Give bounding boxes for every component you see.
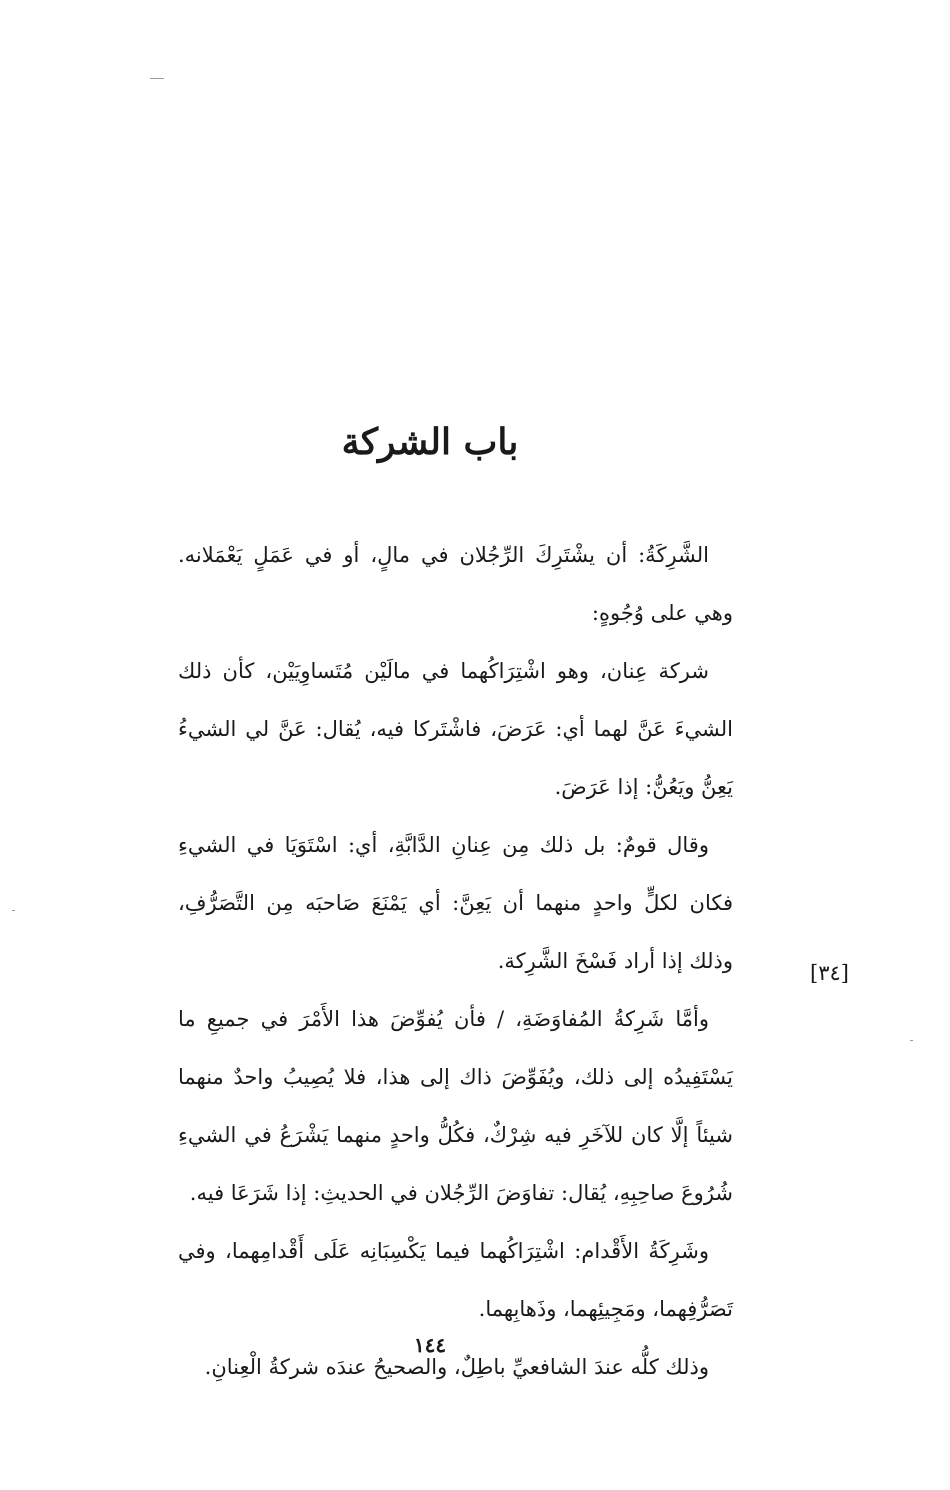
scan-speck [150,78,164,79]
manuscript-page-marker: [٣٤] [810,961,849,985]
paragraph-shafii-ruling: وذلك كلُّه عندَ الشافعيِّ باطِلٌ، والصحيحُ عندَه شركةُ الْعِنانِ. [204,1355,709,1379]
paragraph-inan: شركة عِنان، وهو اشْتِرَاكُهما في مالَيْن مُتَساوِيَيْن، كأن ذلك الشيءَ عَنَّ لهما أي: عَرَضَ، فاشْتَركا فيه، يُقال: عَنَّ لي الشيءُ يَعِنُّ ويَعُنُّ: إذا عَرَضَ. [178,659,733,799]
chapter-title: باب الشركة [341,421,519,463]
paragraph-mufawada: وأمَّا شَرِكةُ المُفاوَضَةِ، / فأن يُفوِّضَ هذا الأَمْرَ في جميعِ ما يَسْتَفِيدُه إلى ذلك، ويُفَوِّضَ ذاك إلى هذا، فلا يُصِيبُ واحدٌ منهما شيئاً إلَّا كان للآخَرِ فيه شِرْكٌ، فكُلُّ واحدٍ منهما يَشْرَعُ في الشيءِ شُرُوعَ صاحِبِهِ، يُقال: تفاوَضَ الرِّجُلان في الحديثِ: إذا شَرَعَا فيه. [178,1007,733,1205]
scan-speck [910,1040,913,1041]
paragraph-inan-alternative: وقال قومٌ: بل ذلك مِن عِنانِ الدَّابَّةِ، أي: اسْتَوَيَا في الشيءِ فكان لكلٍّ واحدٍ منهما أن يَعِنَّ: أي يَمْنَعَ صَاحبَه مِن التَّصَرُّفِ، وذلك إذا أراد فَسْخَ الشَّرِكة. [178,833,733,973]
page-number: ١٤٤ [413,1333,447,1357]
paragraph-aqdam: وشَرِكَةُ الأَقْدام: اشْتِرَاكُهما فيما يَكْسِبَانِه عَلَى أَقْدامِهما، وفي تَصَرُّفِهما، ومَجِيئِهما، وذَهابِهما. [178,1239,733,1321]
scan-speck [12,910,15,911]
paragraph-definition: الشَّرِكَةُ: أن يشْتَرِكَ الرِّجُلان في مالٍ، أو في عَمَلٍ يَعْمَلانه. وهي على وُجُوهٍ: [178,543,733,625]
body-text [178,526,733,1396]
